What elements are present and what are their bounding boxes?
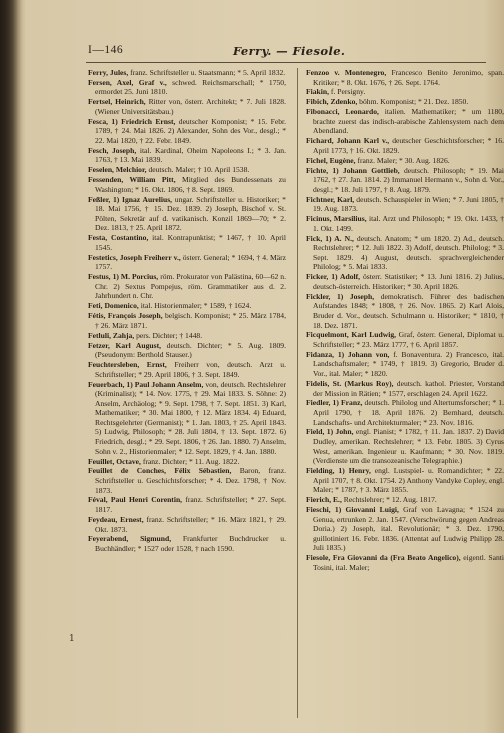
entry-headword: Fiedler, 1) Franz, bbox=[306, 398, 363, 408]
entry-headword: Fidanza, 1) Johann von, bbox=[306, 349, 390, 359]
dictionary-entry bbox=[88, 331, 286, 341]
entry-headword: Festa, Costantino, bbox=[88, 233, 149, 243]
book-page bbox=[20, 10, 504, 728]
entry-text: deutsch. Philosoph; * 19. Mai 1762, † 27. Jan. 1814. 2) Immanuel Hermann v., Sohn d. Vor., desgl.; * 18. Juli 1797, † 8. Aug. 1879. bbox=[313, 165, 504, 194]
book-gutter-shadow bbox=[0, 0, 22, 733]
dictionary-entry bbox=[306, 553, 504, 572]
dictionary-entry bbox=[88, 233, 286, 252]
dictionary-entry bbox=[88, 495, 286, 514]
column-divider bbox=[297, 68, 298, 718]
entry-text: von, deutsch. Rechtslehrer (Kriminalist); * 14. Nov. 1775, † 29. Mai 1833. S. Söhne: 2) Anselm, Archäolog; * 9. Sept. 1798, † 7. Sept. 1851. 3) Karl, Mathematiker; * 30. Mai 1800, † 12. März 1834. 4) Eduard, Rechtsgelehrter (Germanist); * 1. Jan. 1803, † 25. April 1843. 5) Ludwig, Philosoph; * 28. Juli 1804, † 13. Sept. 1872. 6) Friedrich, desgl.; * 29. Sept. 1806, † 26. Jan. 1880. 7) Anselm, Sohn v. 2., Historienmaler; * 12. Sept. 1829, † 4. Jan. 1880. bbox=[95, 379, 286, 456]
entry-text: Francesco Benito Jeronimo, span. Kritiker; * 8. Okt. 1676, † 26. Sept. 1764. bbox=[313, 68, 504, 87]
dictionary-entry bbox=[88, 253, 286, 272]
entry-headword: Feuillet, Octave, bbox=[88, 456, 141, 466]
entry-headword: Feti, Domenico, bbox=[88, 301, 139, 311]
entry-headword: Fiakin, bbox=[306, 87, 330, 97]
dictionary-entry bbox=[306, 272, 504, 291]
dictionary-entry bbox=[88, 311, 286, 330]
dictionary-entry bbox=[88, 78, 286, 97]
dictionary-entry bbox=[306, 350, 504, 379]
entry-headword: Fibich, Zdenko, bbox=[306, 97, 358, 107]
dictionary-entry bbox=[306, 97, 504, 107]
entry-headword: Fetzer, Karl August, bbox=[88, 340, 162, 350]
entry-headword: Fétis, François Joseph, bbox=[88, 311, 163, 321]
entry-headword: Field, 1) John, bbox=[306, 427, 354, 437]
entry-headword: Fenzoo v. Montenegro, bbox=[306, 68, 387, 77]
entry-headword: Ficker, 1) Adolf, bbox=[306, 272, 361, 282]
entry-text: eigentl. Santi Tosini, ital. Maler; bbox=[313, 553, 504, 572]
entry-text: Mitglied des Bundessenats zu Washington; * 16. Okt. 1806, † 8. Sept. 1869. bbox=[95, 175, 286, 194]
entry-headword: Fessenden, William Pitt, bbox=[88, 175, 176, 185]
entry-headword: Fichtner, Karl, bbox=[306, 194, 355, 204]
dictionary-entry bbox=[88, 515, 286, 534]
entry-text: deutsch. Maler; † 10. April 1538. bbox=[146, 165, 250, 175]
entry-headword: Fierich, E., bbox=[306, 495, 342, 505]
entry-text: österr. Statistiker; * 13. Juni 1816. 2) Julius, deutsch-österreich. Historiker; * 30. April 1826. bbox=[313, 272, 504, 291]
page-header bbox=[20, 44, 498, 62]
dictionary-entry bbox=[88, 457, 286, 467]
entry-text: engl. Lustspiel- u. Romandichter; * 22. April 1707, † 8. Okt. 1754. 2) Anthony Vandyke Copley, engl. Maler; * 1787, † 3. März 1855. bbox=[313, 466, 504, 495]
entry-text: Freiherr von, deutsch. Arzt u. Schriftsteller; * 29. April 1806, † 3. Sept. 1849. bbox=[95, 360, 287, 379]
entry-text: Graf, österr. General, Diplomat u. Schriftsteller; * 23. März 1777, † 6. April 1857. bbox=[313, 330, 504, 349]
dictionary-entry bbox=[306, 292, 504, 330]
dictionary-entry bbox=[88, 272, 286, 301]
dictionary-entry bbox=[88, 97, 286, 116]
entry-text: franz. Schriftsteller; * 16. März 1821, † 29. Okt. 1873. bbox=[95, 514, 286, 534]
entry-text: deutscher Komponist; * 15. Febr. 1789, † 24. Mai 1826. 2) Alexander, Sohn des Vor., desgl.; * 22. Mai 1820, † 22. Febr. 1849. bbox=[95, 116, 286, 145]
entry-headword: Feyerabend, Sigmund, bbox=[88, 534, 172, 544]
dictionary-entry bbox=[306, 156, 504, 166]
entry-headword: Ficinus, Marsilius, bbox=[306, 214, 367, 224]
margin-mark: 1 bbox=[69, 634, 75, 644]
entry-text: belgisch. Komponist; * 25. März 1784, † 26. März 1871. bbox=[95, 311, 286, 330]
entry-headword: Fickler, 1) Joseph, bbox=[306, 291, 375, 301]
entry-headword: Festus, 1) M. Porcius, bbox=[88, 272, 159, 282]
entry-text: schwed. Reichsmarschall; * 1750, ermordet 25. Juni 1810. bbox=[95, 77, 286, 97]
entry-text: deutsch. Schauspieler in Wien; * 7. Juni 1805, † 19. Aug. 1873. bbox=[313, 194, 504, 214]
entry-text: f. Bonaventura. 2) Francesco, ital. Landschaftsmaler; * 1749, † 1819. 3) Gregorio, Bruder d. Vor., ital. Maler; * 1820. bbox=[313, 349, 504, 379]
entry-headword: Feselen, Melchior, bbox=[88, 165, 147, 175]
dictionary-entry bbox=[88, 146, 286, 165]
entry-headword: Feuerbach, 1) Paul Johann Anselm, bbox=[88, 379, 204, 389]
dictionary-entry bbox=[306, 136, 504, 155]
entry-text: f. Persigny. bbox=[329, 87, 366, 97]
dictionary-entry bbox=[306, 427, 504, 465]
entry-text: ungar. Schriftsteller u. Historiker; * 18. Mai 1756, † 15. Dez. 1839. 2) Joseph, Bischof v. St. Pölten, Sekretär auf d. vatikanisch. Konzil 1869—70; * 2. Dez. 1813, † 25. April 1872. bbox=[95, 194, 286, 233]
entry-text: deutscher Geschichtsforscher; * 16. April 1773, † 16. Okt. 1829. bbox=[313, 136, 504, 155]
dictionary-entry bbox=[88, 534, 286, 553]
entry-text: röm. Prokurator von Palästina, 60—62 n. Chr. 2) Sextus Pompejus, röm. Grammatiker aus d. 2. Jahrhundert n. Chr. bbox=[95, 272, 286, 301]
entry-text: deutsch. Anatom; * um 1820. 2) Ad., deutsch. Rechtslehrer; * 12. Juli 1822. 3) Adolf, deutsch. Philolog; * 3. Sept. 1829. 4) August, deutsch. sprachvergleichender Philolog; * 5. Mai 1833. bbox=[313, 233, 504, 272]
entry-text: österr. General; * 1694, † 4. März 1757. bbox=[95, 252, 286, 272]
entry-text: böhm. Komponist; * 21. Dez. 1850. bbox=[357, 97, 469, 107]
entry-text: italien. Mathematiker; * um 1180, brachte zuerst das indisch-arabische Zahlensystem nach dem Abendland. bbox=[313, 107, 504, 136]
dictionary-entry bbox=[306, 107, 504, 136]
entry-headword: Festetics, Joseph Freiherr v., bbox=[88, 252, 181, 262]
header-rule bbox=[86, 62, 486, 63]
entry-text: deutsch. Dichter; * 5. Aug. 1809. (Pseudonym: Berthold Stauser.) bbox=[95, 340, 286, 360]
dictionary-entry bbox=[306, 330, 504, 349]
dictionary-entry bbox=[88, 341, 286, 360]
dictionary-entry bbox=[88, 165, 286, 175]
entry-text: demokratisch. Führer des badischen Aufstandes 1848; * 1808, † 26. Nov. 1865. 2) Karl Alois, Bruder d. Vor., deutsch. Schulmann u. Historiker; * 1810, † 18. Dez. 1871. bbox=[313, 291, 504, 330]
entry-text: franz. Dichter; * 11. Aug. 1822. bbox=[140, 456, 240, 466]
entry-headword: Fielding, 1) Henry, bbox=[306, 466, 371, 476]
entry-text: ital. Kardinal, Oheim Napoleons I.; * 3. Jan. 1763, † 13. Mai 1839. bbox=[95, 145, 286, 165]
entry-headword: Fesca, 1) Friedrich Ernst, bbox=[88, 116, 176, 126]
dictionary-entry bbox=[88, 175, 286, 194]
dictionary-entry bbox=[306, 68, 504, 87]
left-column bbox=[88, 68, 286, 554]
entry-text: deutsch. Philolog und Altertumsforscher; * 1. April 1790, † 18. April 1876. 2) Bernhard, deutsch. Landschafts- und Architekturmaler; * 23. Nov. 1816. bbox=[313, 398, 504, 427]
entry-headword: Fersen, Axel, Graf v., bbox=[88, 77, 167, 87]
dictionary-entry bbox=[88, 117, 286, 146]
dictionary-entry bbox=[306, 87, 504, 97]
entry-headword: Ficquelmont, Karl Ludwig, bbox=[306, 330, 397, 340]
right-column bbox=[306, 68, 504, 573]
dictionary-entry bbox=[306, 234, 504, 272]
entry-text: deutsch. kathol. Priester, Vorstand der Mission in Rätien; * 1577, erschlagen 24. April 1622. bbox=[313, 378, 504, 398]
dictionary-entry bbox=[88, 380, 286, 456]
entry-headword: Feßler, 1) Ignaz Aurelius, bbox=[88, 194, 173, 204]
entry-text: ital. Arzt und Philosoph; * 19. Okt. 1433, † 1. Okt. 1499. bbox=[313, 214, 504, 233]
entry-headword: Féval, Paul Henri Corentin, bbox=[88, 495, 183, 505]
dictionary-entry bbox=[306, 466, 504, 495]
entry-headword: Fichard, Johann Karl v., bbox=[306, 136, 390, 146]
dictionary-entry bbox=[306, 505, 504, 553]
entry-headword: Fesch, Joseph, bbox=[88, 145, 137, 155]
entry-headword: Fichel, Eugène, bbox=[306, 155, 356, 165]
dictionary-entry bbox=[306, 214, 504, 233]
entry-headword: Fibonacci, Leonardo, bbox=[306, 107, 379, 117]
entry-text: Baron, franz. Schriftsteller u. Geschichtsforscher; * 4. Dez. 1798, † Nov. 1873. bbox=[95, 466, 287, 495]
entry-text: Rechtslehrer; * 12. Aug. 1817. bbox=[341, 495, 437, 505]
dictionary-entry bbox=[306, 379, 504, 398]
entry-text: pers. Dichter; † 1448. bbox=[134, 330, 203, 340]
dictionary-entry bbox=[88, 68, 286, 78]
entry-headword: Feuchtersleben, Ernst, bbox=[88, 360, 167, 370]
dictionary-entry bbox=[88, 360, 286, 379]
entry-text: engl. Pianist; * 1782, † 11. Jan. 1837. 2) David Dudley, amerikan. Rechtslehrer; * 13. Febr. 1805. 3) Cyrus West, amerikan. Ingenieur u. Kaufmann; * 30. Nov. 1819. (Verdienste um die transozeanische Telegraphie.) bbox=[313, 427, 504, 466]
entry-text: Frankfurter Buchdrucker u. Buchhändler; * 1527 oder 1528, † nach 1590. bbox=[95, 534, 286, 553]
entry-text: Ritter von, österr. Architekt; * 7. Juli 1828. (Wiener Universitätsbau.) bbox=[95, 97, 286, 116]
entry-headword: Fiesole, Fra Giovanni da (Fra Beato Angelico), bbox=[306, 553, 461, 563]
entry-text: ital. Historienmaler; * 1589, † 1624. bbox=[138, 301, 252, 311]
dictionary-entry bbox=[306, 166, 504, 195]
entry-text: Graf von Lavagna; * 1524 zu Genua, ertrunken 2. Jan. 1547. (Verschwörung gegen Andreas Doria.) 2) Joseph, ital. Revolutionär; * 3. Dez. 1790, guillotiniert 16. Febr. 1836. (Attentat auf Ludwig Philipp 28. Juli 1835.) bbox=[313, 505, 504, 553]
dictionary-entry bbox=[88, 301, 286, 311]
entry-text: ital. Kontrapunktist; * 1467, † 10. April 1545. bbox=[95, 233, 286, 252]
entry-headword: Fichte, 1) Johann Gottlieb, bbox=[306, 165, 400, 175]
dictionary-entry bbox=[88, 466, 286, 495]
entry-headword: Ferry, Jules, bbox=[88, 68, 129, 77]
entry-headword: Feuillet de Conches, Félix Sébastien, bbox=[88, 466, 232, 476]
entry-headword: Feydeau, Ernest, bbox=[88, 514, 144, 524]
entry-headword: Fertsel, Heinrich, bbox=[88, 97, 146, 107]
running-head: Ferry. — Fiesole. bbox=[233, 44, 346, 58]
dictionary-entry bbox=[306, 495, 504, 505]
dictionary-entry bbox=[306, 195, 504, 214]
entry-text: franz. Schriftsteller u. Staatsmann; * 5. April 1832. bbox=[128, 68, 286, 77]
dictionary-entry bbox=[306, 398, 504, 427]
entry-headword: Fetluli, Zahja, bbox=[88, 330, 135, 340]
entry-headword: Fieschi, 1) Giovanni Luigi, bbox=[306, 505, 399, 515]
entry-text: franz. Maler; * 30. Aug. 1826. bbox=[355, 155, 450, 165]
entry-headword: Fick, 1) A. N., bbox=[306, 233, 354, 243]
entry-headword: Fidelis, St. (Markus Roy), bbox=[306, 378, 394, 388]
page-number: I—146 bbox=[88, 44, 124, 56]
entry-text: franz. Schriftsteller; * 27. Sept. 1817. bbox=[95, 495, 286, 515]
dictionary-entry bbox=[88, 195, 286, 233]
